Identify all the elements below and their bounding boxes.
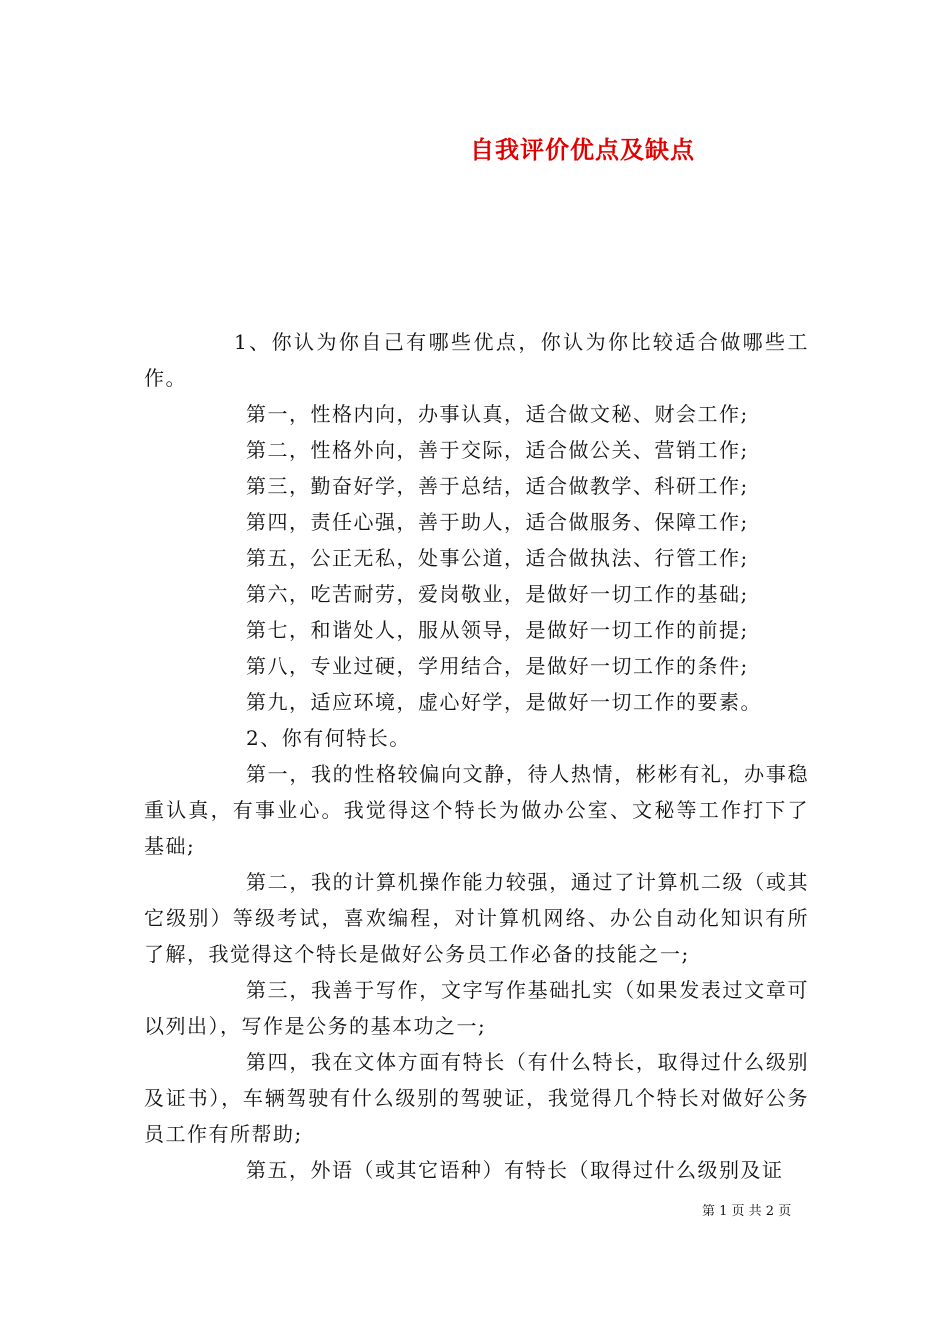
- list-item: 第七，和谐处人，服从领导，是做好一切工作的前提;: [246, 618, 749, 642]
- paragraph: 第四，我在文体方面有特长（有什么特长，取得过什么级别及证书），车辆驾驶有什么级别的驾驶证，我觉得几个特长对做好公务员工作有所帮助;: [144, 1050, 809, 1146]
- page-number: 第 1 页 共 2 页: [702, 1204, 792, 1219]
- document-body: [144, 324, 809, 1188]
- paragraph: 第一，我的性格较偏向文静，待人热情，彬彬有礼，办事稳重认真，有事业心。我觉得这个特长为做办公室、文秘等工作打下了基础;: [144, 762, 809, 858]
- list-item: 第三，勤奋好学，善于总结，适合做教学、科研工作;: [246, 474, 749, 498]
- list-item: 第五，公正无私，处事公道，适合做执法、行管工作;: [246, 546, 749, 570]
- question-1: 1、你认为你自己有哪些优点，你认为你比较适合做哪些工作。: [144, 330, 809, 390]
- question-2: 2、你有何特长。: [246, 726, 411, 750]
- paragraph: 第三，我善于写作，文字写作基础扎实（如果发表过文章可以列出），写作是公务的基本功之一;: [144, 978, 809, 1038]
- list-item: 第九，适应环境，虚心好学，是做好一切工作的要素。: [246, 690, 762, 714]
- paragraph: 第五，外语（或其它语种）有特长（取得过什么级别及证: [246, 1158, 784, 1182]
- list-item: 第二，性格外向，善于交际，适合做公关、营销工作;: [246, 438, 749, 462]
- list-item: 第一，性格内向，办事认真，适合做文秘、财会工作;: [246, 402, 749, 426]
- list-item: 第四，责任心强，善于助人，适合做服务、保障工作;: [246, 510, 749, 534]
- document-title: 自我评价优点及缺点: [470, 135, 695, 164]
- list-item: 第八，专业过硬，学用结合，是做好一切工作的条件;: [246, 654, 749, 678]
- paragraph: 第二，我的计算机操作能力较强，通过了计算机二级（或其它级别）等级考试，喜欢编程，对计算机网络、办公自动化知识有所了解，我觉得这个特长是做好公务员工作必备的技能之一;: [144, 870, 809, 966]
- list-item: 第六，吃苦耐劳，爱岗敬业，是做好一切工作的基础;: [246, 582, 749, 606]
